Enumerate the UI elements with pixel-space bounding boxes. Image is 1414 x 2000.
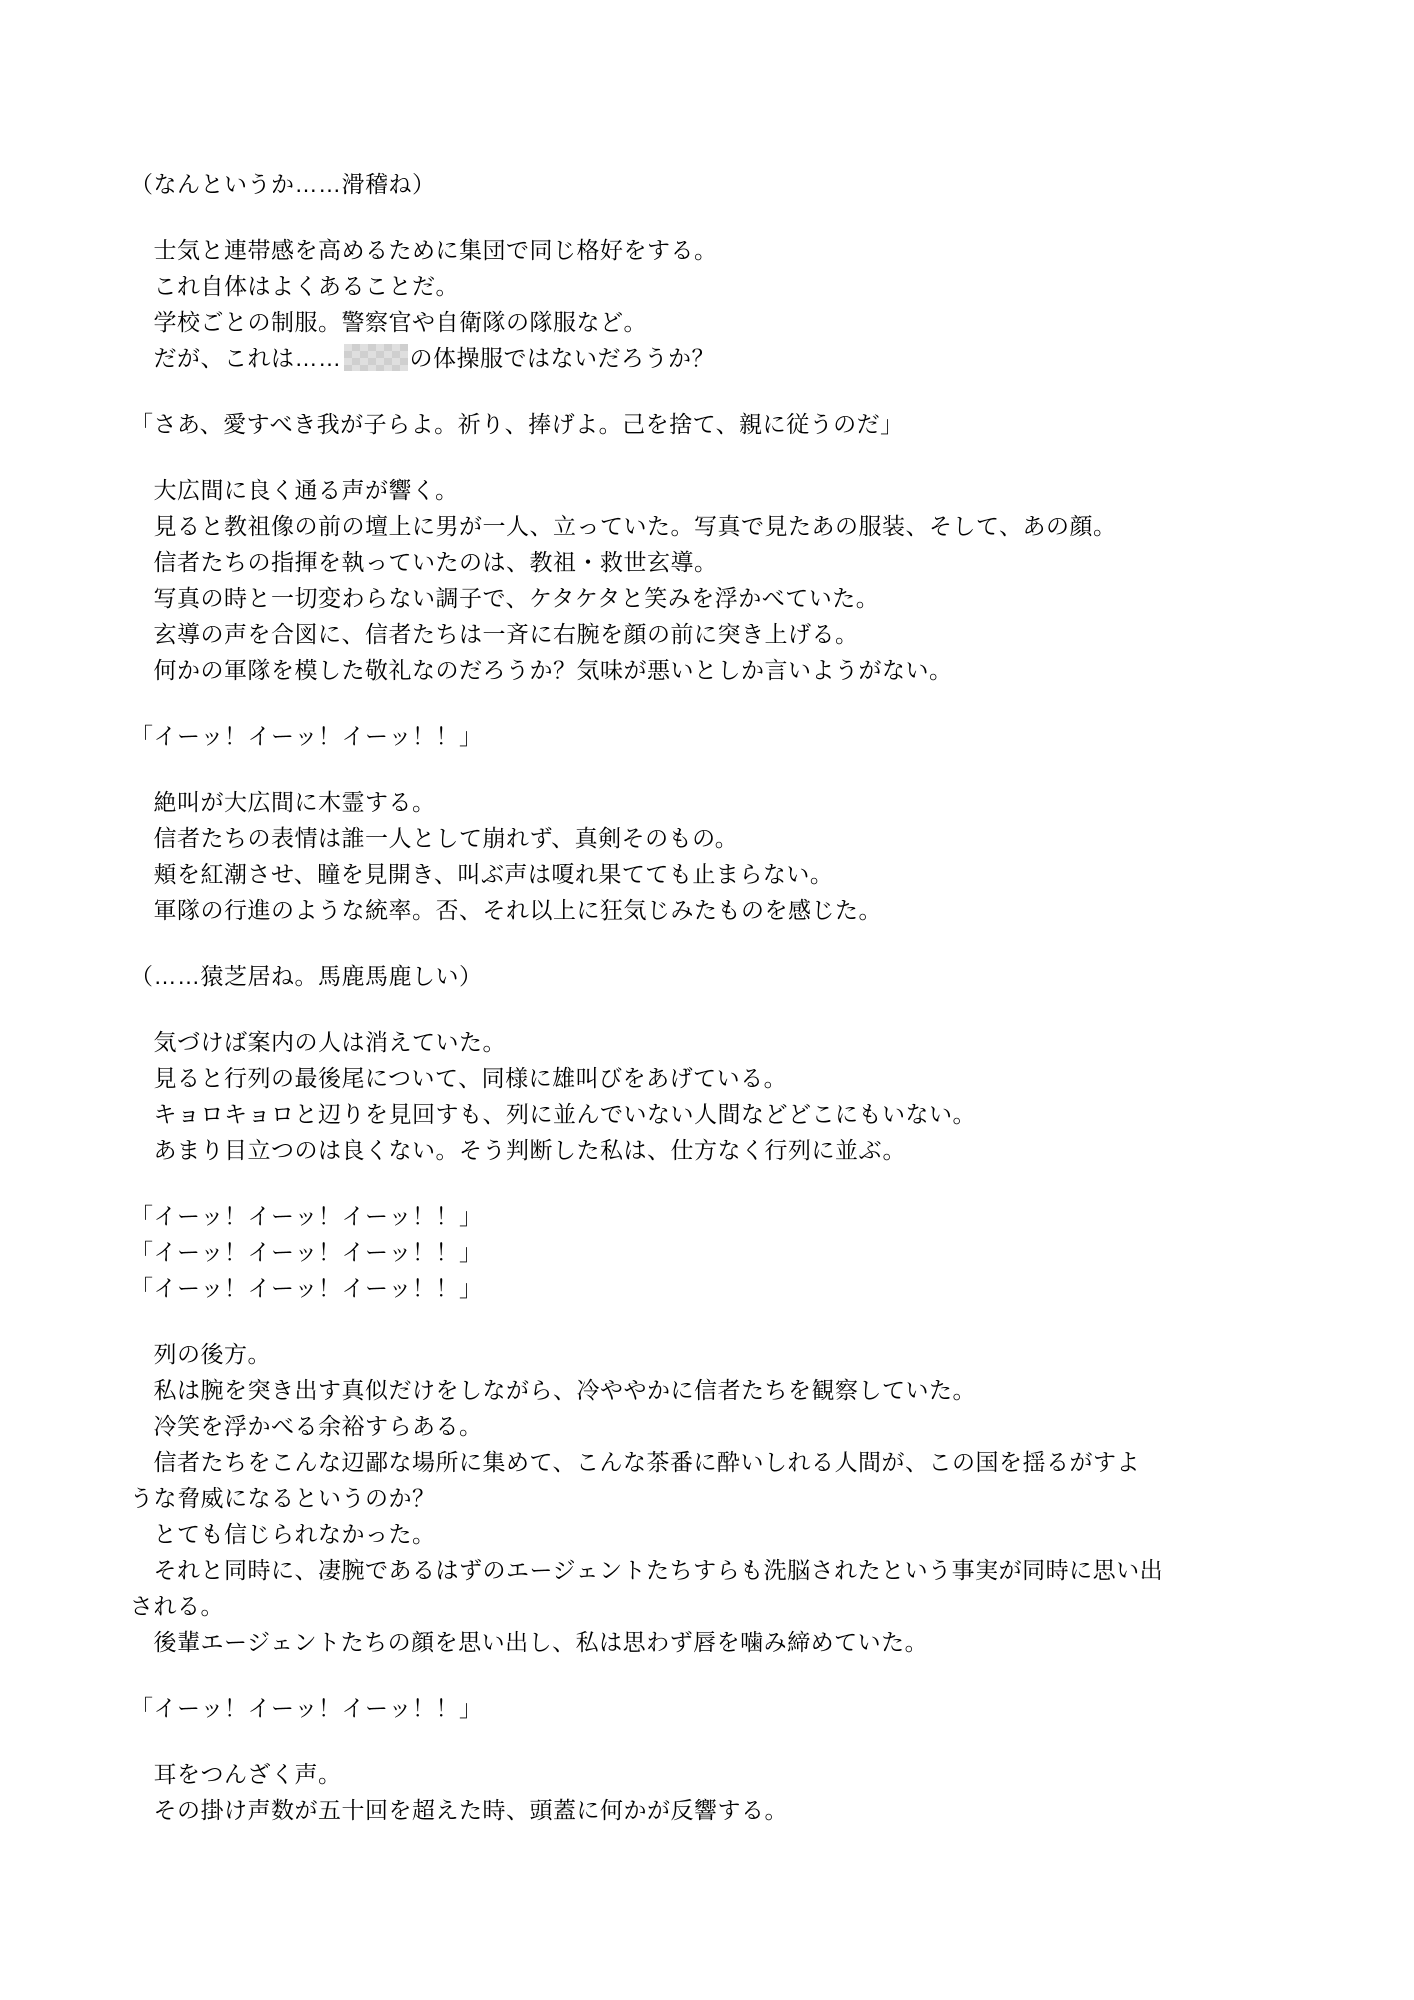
text-line: 士気と連帯感を高めるために集団で同じ格好をする。 [130,237,718,263]
text-line: 「イーッ！イーッ！イーッ！！」 [130,1239,483,1265]
text-line: 後輩エージェントたちの顔を思い出し、私は思わず唇を噛み締めていた。 [130,1629,929,1655]
blank-line [130,1306,1302,1336]
blank-line [130,202,1302,232]
text-line: （なんというか……滑稽ね） [130,171,436,197]
text-line: 何かの軍隊を模した敬礼なのだろうか？気味が悪いとしか言いようがない。 [130,657,953,683]
text-line: 「イーッ！イーッ！イーッ！！」 [130,1695,483,1721]
blank-line [130,1168,1302,1198]
blank-line [130,1660,1302,1690]
text-line: これ自体はよくあることだ。 [130,273,459,299]
text-line: 絶叫が大広間に木霊する。 [130,789,436,815]
text-line: 見ると行列の最後尾について、同様に雄叫びをあげている。 [130,1065,788,1091]
blank-line [130,754,1302,784]
text-line: 見ると教祖像の前の壇上に男が一人、立っていた。写真で見たあの服装、そして、あの顔。 [130,513,1117,539]
censored-text-block [344,344,408,371]
blank-line [130,688,1302,718]
text-line: 軍隊の行進のような統率。否、それ以上に狂気じみたものを感じた。 [130,897,882,923]
blank-line [130,994,1302,1024]
text-line: 信者たちの表情は誰一人として崩れず、真剣そのもの。 [130,825,739,851]
text-line: される。 [130,1593,224,1619]
blank-line [130,376,1302,406]
text-line: それと同時に、凄腕であるはずのエージェントたちすらも洗脳されたという事実が同時に思い出 [130,1557,1164,1583]
text-line: 学校ごとの制服。警察官や自衛隊の隊服など。 [130,309,647,335]
text-line: あまり目立つのは良くない。そう判断した私は、仕方なく行列に並ぶ。 [130,1137,906,1163]
text-line: その掛け声数が五十回を超えた時、頭蓋に何かが反響する。 [130,1797,788,1823]
text-line: 耳をつんざく声。 [130,1761,342,1787]
text-line: 「イーッ！イーッ！イーッ！！」 [130,723,483,749]
text-line: 写真の時と一切変わらない調子で、ケタケタと笑みを浮かべていた。 [130,585,880,611]
blank-line [130,442,1302,472]
text-line: （……猿芝居ね。馬鹿馬鹿しい） [130,963,483,989]
blank-line [130,928,1302,958]
text-line: 気づけば案内の人は消えていた。 [130,1029,506,1055]
text-line: うな脅威になるというのか？ [130,1485,436,1511]
text-line: とても信じられなかった。 [130,1521,436,1547]
text-line: 「イーッ！イーッ！イーッ！！」 [130,1203,483,1229]
text-line: 「イーッ！イーッ！イーッ！！」 [130,1275,483,1301]
text-line: 玄導の声を合図に、信者たちは一斉に右腕を顔の前に突き上げる。 [130,621,859,647]
text-line: 列の後方。 [130,1341,271,1367]
text-line: 頬を紅潮させ、瞳を見開き、叫ぶ声は嗄れ果てても止まらない。 [130,861,834,887]
text-line-censored [130,340,1302,376]
text-line: 私は腕を突き出す真似だけをしながら、冷ややかに信者たちを観察していた。 [130,1377,976,1403]
text-line: 冷笑を浮かべる余裕すらある。 [130,1413,483,1439]
text-line: キョロキョロと辺りを見回すも、列に並んでいない人間などどこにもいない。 [130,1101,976,1127]
blank-line [130,1726,1302,1756]
text-segment: だが、これは…… [130,345,342,371]
text-segment: の体操服ではないだろうか？ [409,345,715,371]
text-line: 信者たちをこんな辺鄙な場所に集めて、こんな茶番に酔いしれる人間が、この国を揺るがすよ [130,1449,1141,1475]
text-line: 信者たちの指揮を執っていたのは、教祖・救世玄導。 [130,549,718,575]
text-line: 大広間に良く通る声が響く。 [130,477,459,503]
text-line: 「さあ、愛すべき我が子らよ。祈り、捧げよ。己を捨て、親に従うのだ」 [130,411,904,437]
